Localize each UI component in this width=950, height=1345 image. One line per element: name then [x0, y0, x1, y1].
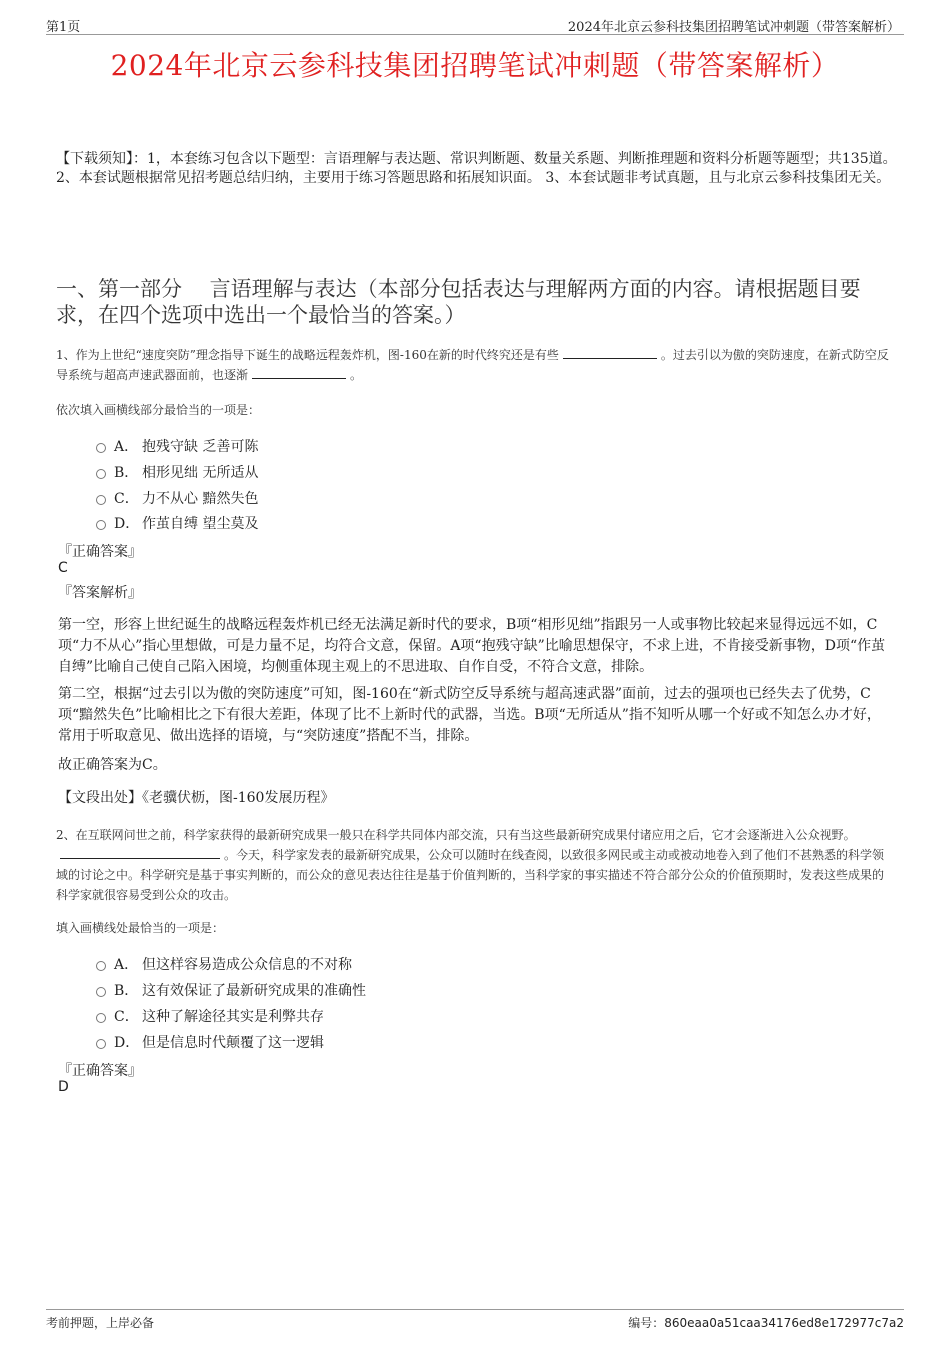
radio-icon[interactable] [96, 987, 106, 997]
q2-option-b[interactable]: B． 这有效保证了最新研究成果的准确性 [96, 980, 366, 1000]
page-footer [46, 1309, 904, 1330]
page-number: 第1页 [46, 20, 81, 35]
question-2-stem: 2、在互联网问世之前，科学家获得的最新研究成果一般只在科学共同体内部交流，只有当这些最新研究成果付诸应用之后，它才会逐渐进入公众视野。。今天，科学家发表的最新研究成果，公众可以随时在线查阅，以致很多网民或主动或被动地卷入到了他们不甚熟悉的科学领域的讨论之中。科学研究是基于事实判断的，而公众的意见表达往往是基于价值判断的，当科学家的事实描述不符合部分公众的价值预期时，发表这些成果的科学家就很容易受到公众的攻击。 [56, 828, 885, 902]
q1-option-d[interactable]: D． 作茧自缚 望尘莫及 [96, 513, 258, 533]
radio-icon[interactable] [96, 961, 106, 971]
q2-answer: D [58, 1079, 69, 1095]
question-2-prompt: 填入画横线处最恰当的一项是： [56, 921, 225, 935]
radio-icon[interactable] [96, 520, 106, 530]
fill-blank [60, 846, 220, 859]
q2-answer-label: 『正确答案』 [58, 1063, 142, 1079]
radio-icon[interactable] [96, 495, 106, 505]
radio-icon[interactable] [96, 469, 106, 479]
radio-icon[interactable] [96, 443, 106, 453]
q1-answer: C [58, 560, 68, 576]
fill-blank [563, 346, 657, 359]
page-header [46, 14, 904, 35]
q1-analysis-paragraph-1: 第一空，形容上世纪诞生的战略远程轰炸机已经无法满足新时代的要求，B项“相形见绌”指跟另一人或事物比较起来显得远远不如，C项“力不从心”指心里想做，可是力量不足，均符合文意，保留。A项“抱残守缺”比喻思想保守，不求上进，不肯接受新事物，D项“作茧自缚”比喻自己使自己陷入困境，均侧重体现主观上的不思进取、自作自受，不符合文意，排除。 [58, 617, 886, 675]
q2-option-c[interactable]: C． 这种了解途径其实是利弊共存 [96, 1006, 324, 1026]
q1-answer-label: 『正确答案』 [58, 544, 142, 560]
q1-option-c[interactable]: C． 力不从心 黯然失色 [96, 488, 258, 508]
fill-blank [252, 366, 346, 379]
header-doc-title: 2024年北京云参科技集团招聘笔试冲刺题（带答案解析） [567, 20, 900, 35]
question-1-prompt: 依次填入画横线部分最恰当的一项是： [56, 403, 261, 417]
q2-option-a[interactable]: A． 但这样容易造成公众信息的不对称 [96, 954, 352, 974]
q1-option-b[interactable]: B． 相形见绌 无所适从 [96, 462, 258, 482]
radio-icon[interactable] [96, 1013, 106, 1023]
q1-analysis-label: 『答案解析』 [58, 585, 142, 601]
download-notice: 【下载须知】：1，本套练习包含以下题型：言语理解与表达题、常识判断题、数量关系题、判断推理题和资料分析题等题型；共135道。 2、本套试题根据常见招考题总结归纳，主要用于练习答题思路和拓展知识面。 3、本套试题非考试真题，且与北京云参科技集团无关。 [56, 151, 897, 186]
q1-analysis-paragraph-2: 第二空，根据“过去引以为傲的突防速度”可知，图-160在“新式防空反导系统与超高速武器”面前，过去的强项也已经失去了优势，C项“黯然失色”比喻相比之下有很大差距，体现了比不上新时代的武器，当选。B项“无所适从”指不知听从哪一个好或不知怎么办才好，常用于听取意见、做出选择的语境，与“突防速度”搭配不当，排除。 [58, 686, 881, 744]
question-1-stem: 1、作为上世纪“速度突防”理念指导下诞生的战略远程轰炸机，图-160在新的时代终究还是有些 。过去引以为傲的突防速度，在新式防空反导系统与超高声速武器面前，也逐渐 。 [56, 348, 889, 382]
footer-slogan: 考前押题，上岸必备 [46, 1316, 155, 1330]
q1-analysis-conclusion: 故正确答案为C。 [58, 757, 167, 773]
q2-option-d[interactable]: D． 但是信息时代颠覆了这一逻辑 [96, 1032, 324, 1052]
document-title: 2024年北京云参科技集团招聘笔试冲刺题（带答案解析） [110, 49, 840, 82]
footer-code: 编号：860eaa0a51caa34176ed8e172977c7a2 [628, 1316, 904, 1330]
q1-source: 【文段出处】《老骥伏枥，图-160发展历程》 [58, 790, 335, 806]
section-heading: 一、第一部分 言语理解与表达（本部分包括表达与理解两方面的内容。请根据题目要求，在四个选项中选出一个最恰当的答案。） [56, 277, 861, 327]
q1-option-a[interactable]: A． 抱残守缺 乏善可陈 [96, 436, 258, 456]
radio-icon[interactable] [96, 1039, 106, 1049]
